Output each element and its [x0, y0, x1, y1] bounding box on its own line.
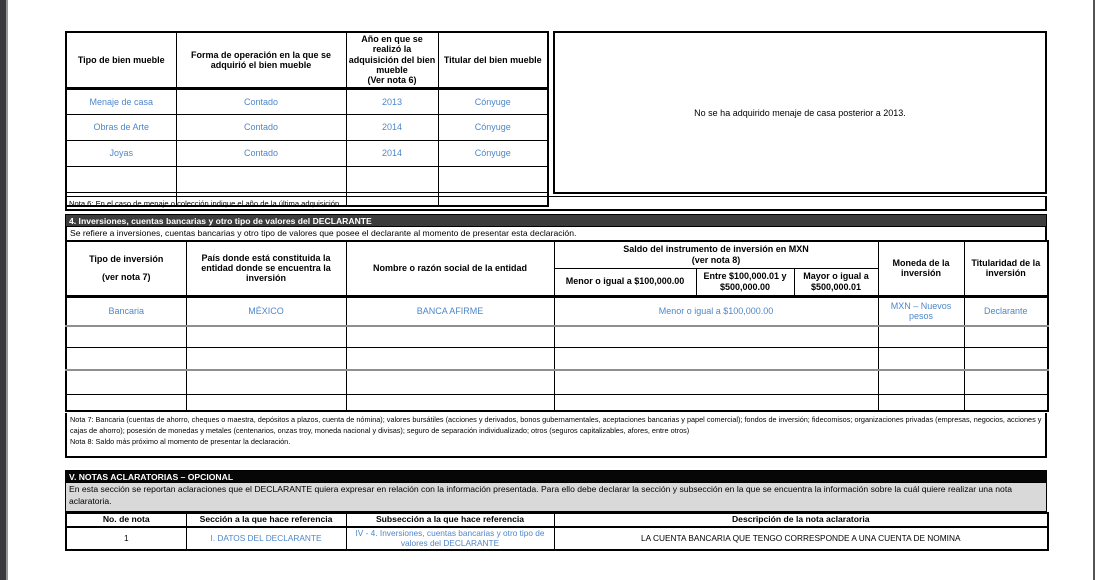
header-pais-entidad: País donde está constituida la entidad donde se encuentra la inversión	[186, 241, 346, 296]
section-v-header-bar: V. NOTAS ACLARATORIAS – OPCIONAL	[65, 470, 1047, 483]
menaje-info-box	[553, 31, 1047, 194]
cell-titular: Cónyuge	[438, 88, 548, 114]
cell-pais: MÉXICO	[186, 296, 346, 326]
window-edge-left	[0, 0, 8, 580]
furniture-header-row	[66, 32, 548, 88]
table-row	[66, 114, 548, 140]
header-descripcion-nota: Descripción de la nota aclaratoria	[554, 513, 1048, 527]
investments-header-row-1	[66, 241, 1048, 268]
cell-tipo-bien: Obras de Arte	[66, 114, 176, 140]
header-moneda: Moneda de la inversión	[878, 241, 964, 296]
cell-forma: Contado	[176, 88, 346, 114]
cell-anio: 2014	[346, 114, 438, 140]
menaje-info-text: No se ha adquirido menaje de casa posterior a 2013.	[694, 107, 906, 118]
cell-forma: Contado	[176, 114, 346, 140]
section-v-description: En esta sección se reportan aclaraciones que el DECLARANTE quiera expresar en relación con la información presentada. Para ello debe declarar la sección y subsección en la que se encuentra la información sobre la cuál quiere realizar una nota aclaratoria.	[65, 483, 1047, 512]
cell-titular: Cónyuge	[438, 140, 548, 166]
cell-subseccion-referencia: IV - 4. Inversiones, cuentas bancarias y otro tipo de valores del DECLARANTE	[346, 527, 554, 550]
cell-descripcion-nota: LA CUENTA BANCARIA QUE TENGO CORRESPONDE A UNA CUENTA DE NOMINA	[554, 527, 1048, 550]
header-forma-operacion: Forma de operación en la que se adquirió el bien mueble	[176, 32, 346, 88]
header-tipo-inversion-note-ref: (ver nota 7)	[101, 272, 151, 283]
header-anio-line1: Año en que se realizó la adquisición del bien mueble	[348, 34, 436, 76]
note-6: Nota 6: En el caso de menaje o colección indique el año de la última adquisición.	[65, 196, 1047, 211]
table-row-empty	[66, 394, 1048, 411]
header-saldo-entre: Entre $100,000.01 y $500,000.00	[696, 268, 794, 296]
cell-anio: 2013	[346, 88, 438, 114]
header-titularidad: Titularidad de la inversión	[964, 241, 1048, 296]
cell-tipo-inversion: Bancaria	[66, 296, 186, 326]
cell-seccion-referencia: I. DATOS DEL DECLARANTE	[186, 527, 346, 550]
header-saldo-line1: Saldo del instrumento de inversión en MXN	[623, 244, 809, 255]
header-tipo-bien-mueble: Tipo de bien mueble	[66, 32, 176, 88]
header-numero-nota: No. de nota	[66, 513, 186, 527]
table-row	[66, 88, 548, 114]
header-tipo-inversion-line1: Tipo de inversión	[89, 253, 164, 264]
furniture-table	[65, 31, 549, 207]
header-anio-adquisicion	[346, 32, 438, 88]
window-edge-right	[1093, 0, 1095, 580]
section-4-header-bar: 4. Inversiones, cuentas bancarias y otro tipo de valores del DECLARANTE	[65, 214, 1047, 227]
cell-anio: 2014	[346, 140, 438, 166]
header-anio-note-ref: (Ver nota 6)	[367, 75, 417, 86]
clarification-notes-table	[65, 512, 1049, 551]
cell-titular: Cónyuge	[438, 114, 548, 140]
table-row	[66, 140, 548, 166]
header-nombre-entidad: Nombre o razón social de la entidad	[346, 241, 554, 296]
cell-forma: Contado	[176, 140, 346, 166]
cell-saldo: Menor o igual a $100,000.00	[554, 296, 878, 326]
cell-nombre-entidad: BANCA AFIRME	[346, 296, 554, 326]
cell-titularidad: Declarante	[964, 296, 1048, 326]
cell-tipo-bien: Menaje de casa	[66, 88, 176, 114]
header-saldo-group	[554, 241, 878, 268]
header-titular-bien-mueble: Titular del bien mueble	[438, 32, 548, 88]
notes-header-row	[66, 513, 1048, 527]
header-subseccion-referencia: Subsección a la que hace referencia	[346, 513, 554, 527]
investments-table	[65, 240, 1049, 412]
header-seccion-referencia: Sección a la que hace referencia	[186, 513, 346, 527]
investment-row	[66, 296, 1048, 326]
cell-tipo-bien: Joyas	[66, 140, 176, 166]
note-row	[66, 527, 1048, 550]
table-row-empty	[66, 166, 548, 192]
header-tipo-inversion	[66, 241, 186, 296]
cell-moneda: MXN – Nuevos pesos	[878, 296, 964, 326]
table-row-empty	[66, 347, 1048, 370]
note-7: Nota 7: Bancaria (cuentas de ahorro, cheques o maestra, depósitos a plazos, cuenta de nómina); valores bursátiles (acciones y derivados, bonos gubernamentales, aceptaciones bancarias y papel comercial); fondos de inversión; fidecomisos; organizaciones privadas (empresas, negocios, acciones y cajas de ahorro); posesión de monedas y metales (centenarios, onzas troy, moneda nacional y divisas); seguro de separación individualizado; otros (seguros capitalizables, afores, entre otros)	[70, 415, 1042, 435]
cell-numero-nota: 1	[66, 527, 186, 550]
table-row-empty	[66, 326, 1048, 347]
note-8: Nota 8: Saldo más próximo al momento de presentar la declaración.	[70, 436, 291, 446]
section-4-subtitle: Se refiere a inversiones, cuentas bancarias y otro tipo de valores que posee el declarante al momento de presentar esta declaración.	[65, 227, 1047, 240]
table-row-empty	[66, 370, 1048, 394]
header-saldo-note-ref: (ver nota 8)	[691, 254, 741, 265]
header-saldo-mayor: Mayor o igual a $500,000.01	[794, 268, 878, 296]
header-saldo-menor: Menor o igual a $100,000.00	[554, 268, 696, 296]
notes-7-8-box	[65, 413, 1047, 458]
